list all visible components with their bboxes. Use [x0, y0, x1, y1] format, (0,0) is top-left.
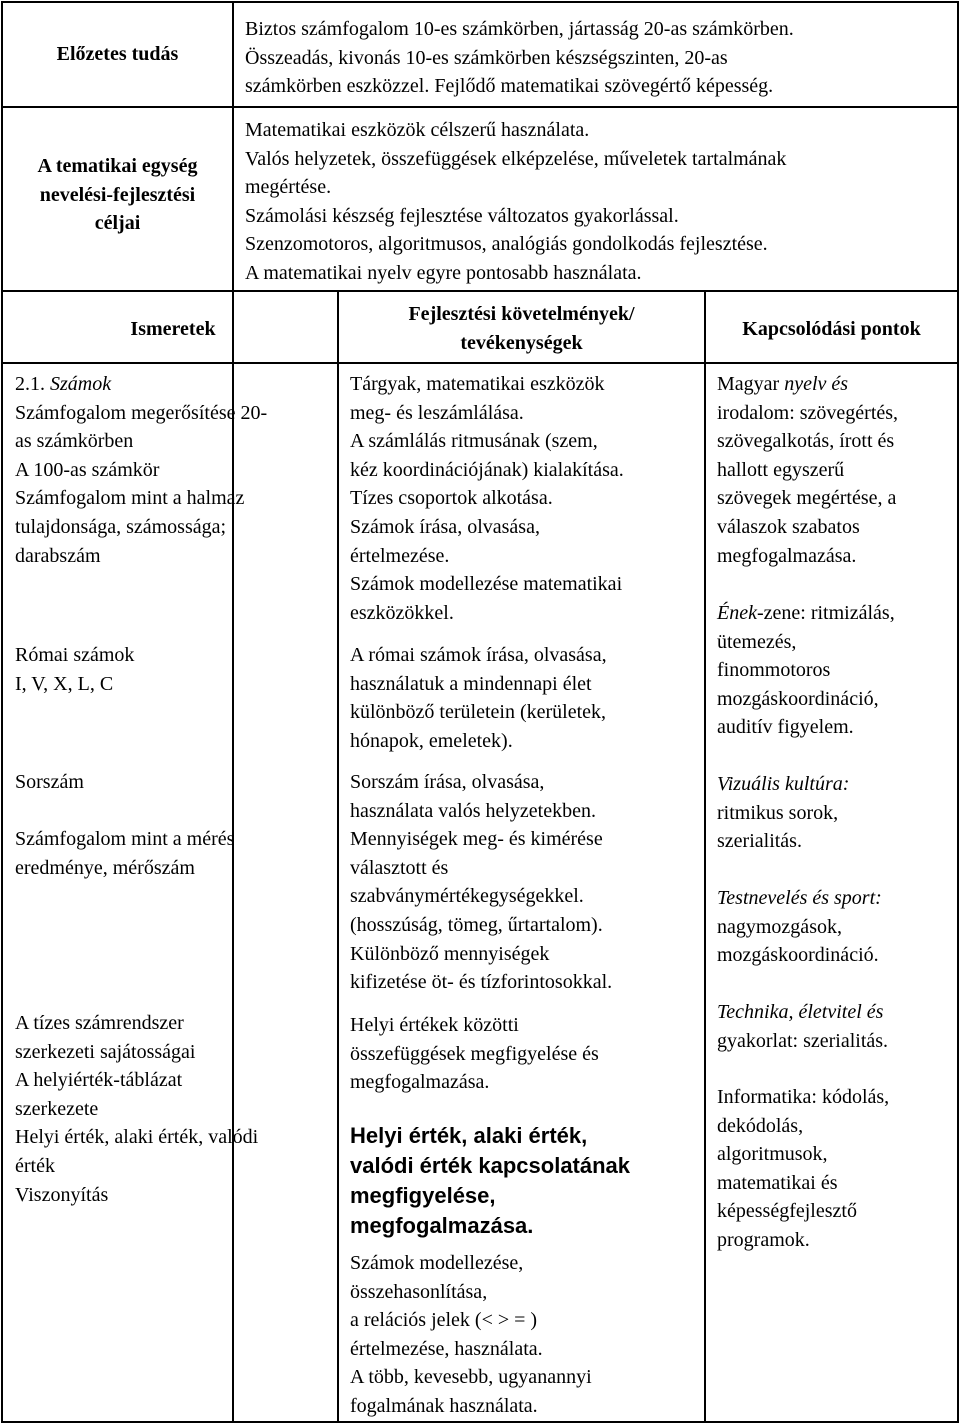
- header-divider: [1, 362, 959, 364]
- prior-knowledge-label: Előzetes tudás: [56, 43, 179, 65]
- goals-text: Matematikai eszközök célszerű használata. Valós helyzetek, összefüggések elképzelése, műveletek tartalmának megértése. Számolási készség fejlesztése változatos gyakorlással. Szenzomotoros, algoritmusos, analógiás gondolkodás fejlesztése. A matematikai nyelv egyre pontosabb használata.: [245, 119, 787, 284]
- connections-informatics: Informatika: kódolás, dekódolás, algoritmusok, matematikai és képességfejlesztő programok.: [717, 1086, 890, 1251]
- requirements-block-counting: Tárgyak, matematikai eszközök meg- és leszámlálása. A számlálás ritmusának (szem, kéz koordinációjának) kialakítása. Tízes csoportok alkotása. Számok írása, olvasása, értelmezése. Számok modellezése matematikai eszközökkel.: [350, 373, 624, 624]
- requirements-block-measure: Sorszám írása, olvasása, használata valós helyzetekben. Mennyiségek meg- és kimérése választott és szabványmértékegységekkel. (hosszúság, tömeg, űrtartalom). Különböző mennyiségek kifizetése öt- és tízforintosokkal.: [350, 771, 613, 994]
- header-connections: Kapcsolódási pontok: [742, 318, 921, 340]
- table-border-right: [957, 1, 959, 1423]
- requirements-block-place-value: Helyi értékek közötti összefüggések megfigyelése és megfogalmazása.: [350, 1014, 599, 1094]
- column-divider-2: [337, 290, 339, 1423]
- connections-pe: Testnevelés és sport: nagymozgások, mozgáskoordináció.: [717, 887, 882, 967]
- column-divider-1: [232, 1, 234, 1423]
- row-divider-1: [1, 106, 959, 108]
- knowledge-block-place-value: A tízes számrendszer szerkezeti sajátosságai A helyiérték-táblázat szerkezete Helyi érték, alaki érték, valódi érték Viszonyítás: [15, 1012, 259, 1206]
- prior-knowledge-text: Biztos számfogalom 10-es számkörben, jártasság 20-as számkörben. Összeadás, kivonás 10-es számkörben készségszinten, 20-as számkörben eszközzel. Fejlődő matematikai szövegértő képesség.: [245, 18, 794, 98]
- knowledge-block-ordinal: Sorszám: [15, 771, 84, 793]
- requirements-block-relations: Számok modellezése, összehasonlítása, a relációs jelek (< > = ) értelmezése, használata. A több, kevesebb, ugyanannyi fogalmának használata.: [350, 1252, 592, 1417]
- connections-visual: Vizuális kultúra: ritmikus sorok, szerialitás.: [717, 773, 850, 853]
- connections-music: Ének-zene: ritmizálás, ütemezés, finommotoros mozgáskoordináció, auditív figyelem.: [717, 602, 895, 739]
- header-requirements: Fejlesztési követelmények/ tevékenységek: [408, 303, 635, 354]
- goals-label: A tematikai egység nevelési-fejlesztési céljai: [37, 155, 198, 235]
- requirements-block-emphasis: Helyi érték, alaki érték, valódi érték kapcsolatának megfigyelése, megfogalmazása.: [350, 1123, 631, 1238]
- requirements-block-roman: A római számok írása, olvasása, használatuk a mindennapi élet különböző területein (kerületek, hónapok, emeletek).: [350, 644, 607, 752]
- column-divider-3: [704, 290, 706, 1423]
- knowledge-block-roman: Római számok I, V, X, L, C: [15, 644, 135, 695]
- knowledge-block-numbers: 2.1. Számok Számfogalom megerősítése 20- as számkörben A 100-as számkör Számfogalom mint a halmaz tulajdonsága, számossága; darabszám: [15, 373, 268, 567]
- knowledge-block-measure: Számfogalom mint a mérés eredménye, mérőszám: [15, 828, 235, 879]
- table-border-top: [1, 1, 959, 3]
- section-title: Számok: [50, 373, 112, 395]
- table-border-bottom: [1, 1421, 959, 1423]
- connections-hungarian: Magyar nyelv és irodalom: szövegértés, szövegalkotás, írott és hallott egyszerű szövegek megértése, a válaszok szabatos megfogalmazása.: [717, 373, 899, 567]
- row-divider-2: [1, 290, 959, 292]
- section-number: 2.1.: [15, 373, 45, 395]
- connections-technology: Technika, életvitel és gyakorlat: szerialitás.: [717, 1001, 889, 1052]
- header-knowledge: Ismeretek: [130, 318, 216, 340]
